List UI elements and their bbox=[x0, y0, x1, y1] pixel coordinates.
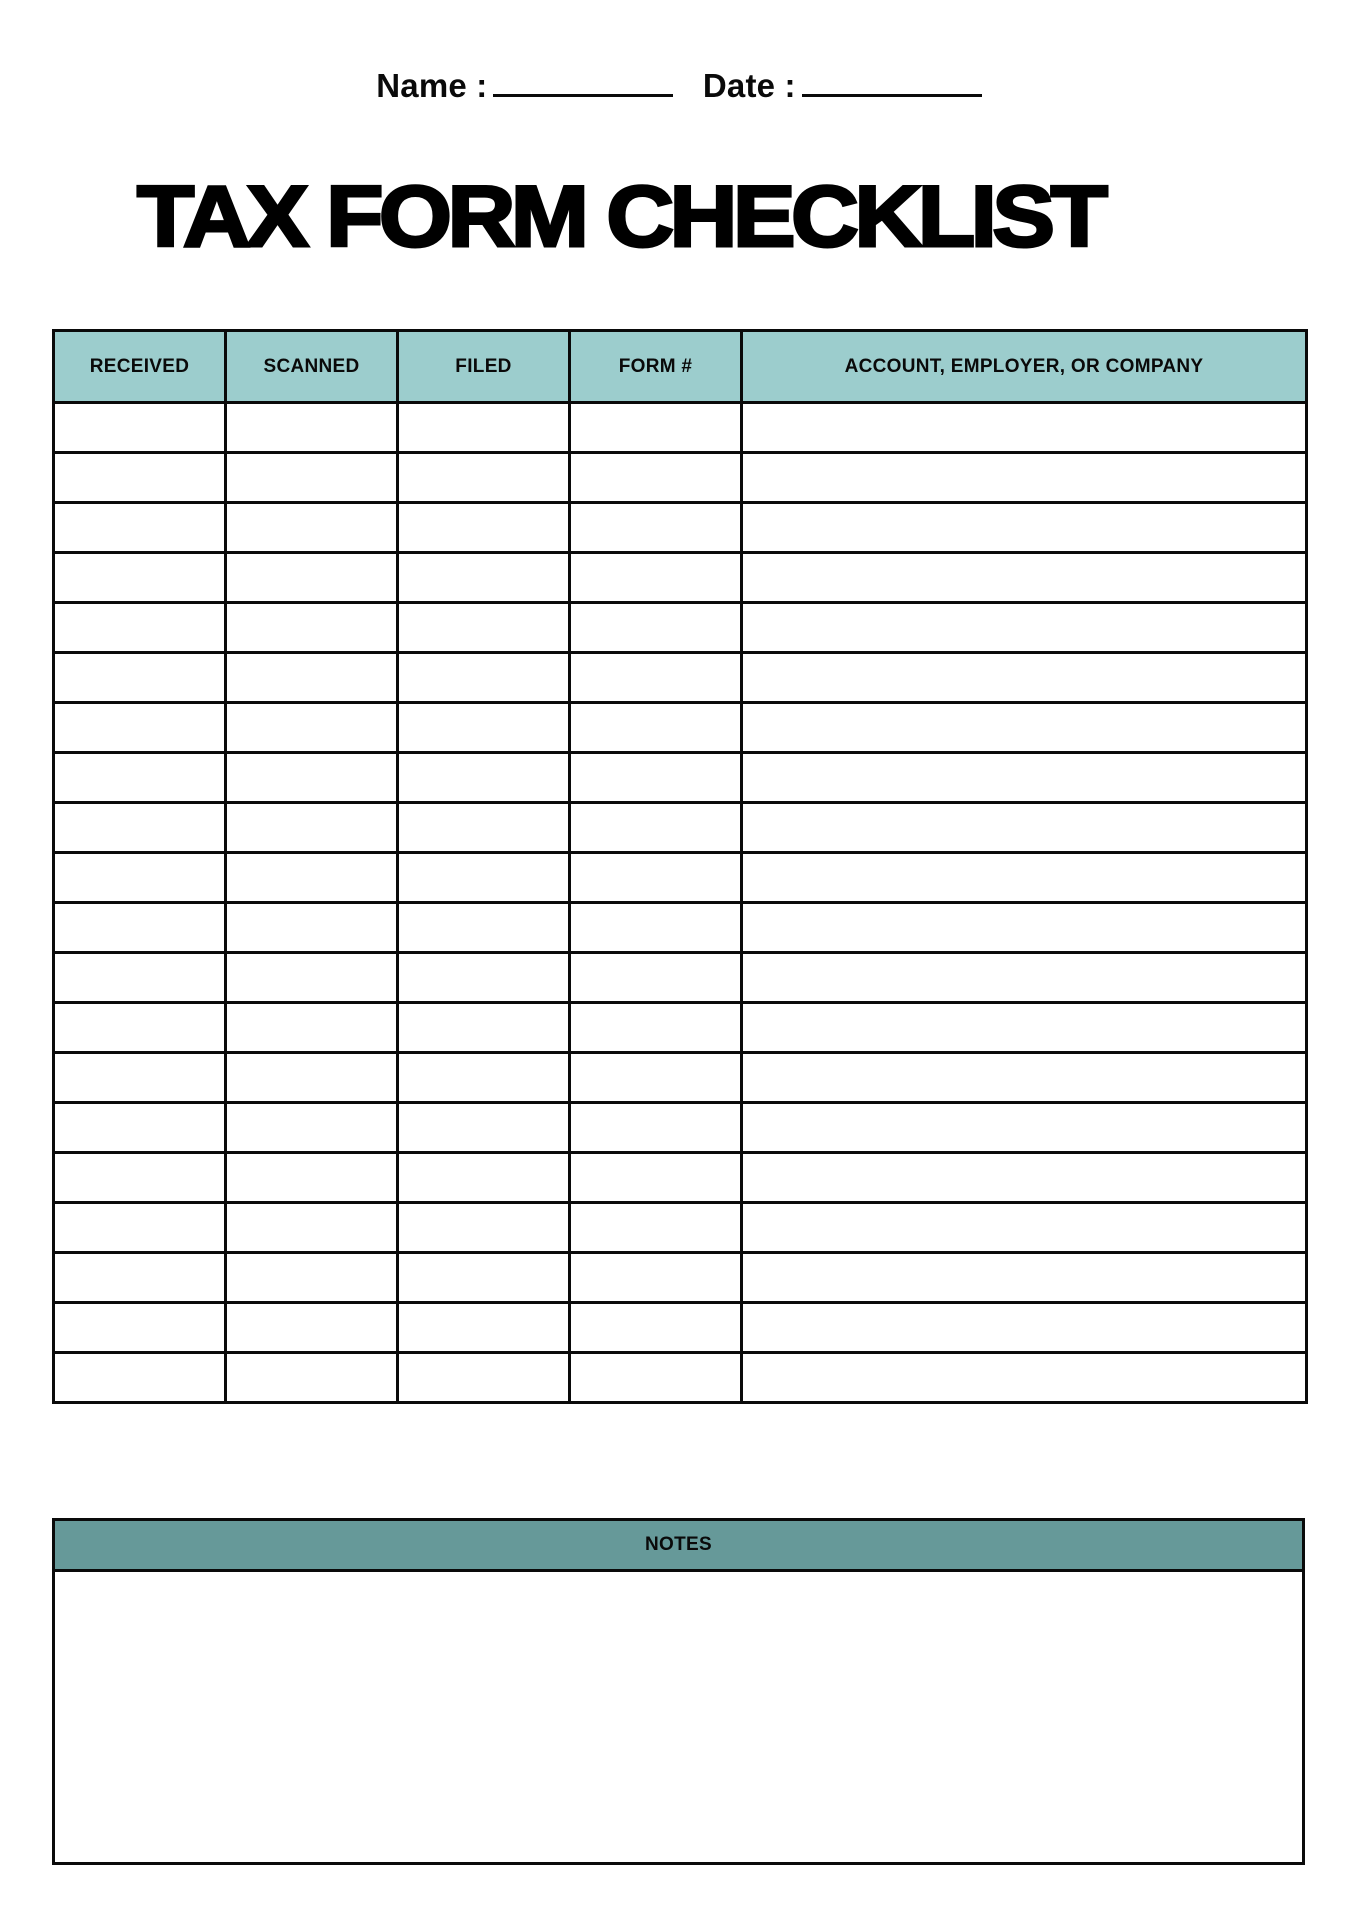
account-cell[interactable] bbox=[742, 1353, 1307, 1403]
account-cell[interactable] bbox=[742, 653, 1307, 703]
scanned-cell[interactable] bbox=[226, 703, 398, 753]
table-row bbox=[54, 1053, 1307, 1103]
filed-cell[interactable] bbox=[398, 453, 570, 503]
notes-header bbox=[55, 1521, 1302, 1572]
filed-cell[interactable] bbox=[398, 703, 570, 753]
form-number-cell[interactable] bbox=[570, 903, 742, 953]
name-field[interactable] bbox=[376, 66, 673, 106]
account-cell[interactable] bbox=[742, 953, 1307, 1003]
filed-cell[interactable] bbox=[398, 1253, 570, 1303]
account-cell[interactable] bbox=[742, 703, 1307, 753]
scanned-cell[interactable] bbox=[226, 953, 398, 1003]
received-cell[interactable] bbox=[54, 753, 226, 803]
received-cell[interactable] bbox=[54, 1003, 226, 1053]
received-cell[interactable] bbox=[54, 853, 226, 903]
form-number-cell[interactable] bbox=[570, 603, 742, 653]
table-row bbox=[54, 1353, 1307, 1403]
filed-cell[interactable] bbox=[398, 803, 570, 853]
scanned-cell[interactable] bbox=[226, 1103, 398, 1153]
filed-cell[interactable] bbox=[398, 653, 570, 703]
table-row bbox=[54, 853, 1307, 903]
table-row bbox=[54, 903, 1307, 953]
form-number-cell[interactable] bbox=[570, 1353, 742, 1403]
received-cell[interactable] bbox=[54, 603, 226, 653]
name-label: Name : bbox=[376, 67, 488, 104]
form-number-cell[interactable] bbox=[570, 803, 742, 853]
name-date-line bbox=[0, 66, 1358, 106]
filed-cell[interactable] bbox=[398, 1053, 570, 1103]
account-cell[interactable] bbox=[742, 1303, 1307, 1353]
table-row bbox=[54, 1303, 1307, 1353]
table-row bbox=[54, 803, 1307, 853]
scanned-cell[interactable] bbox=[226, 453, 398, 503]
scanned-cell[interactable] bbox=[226, 1053, 398, 1103]
account-cell[interactable] bbox=[742, 1253, 1307, 1303]
scanned-cell[interactable] bbox=[226, 1153, 398, 1203]
account-cell[interactable] bbox=[742, 753, 1307, 803]
form-number-cell[interactable] bbox=[570, 1153, 742, 1203]
received-cell[interactable] bbox=[54, 1303, 226, 1353]
column-header-form-number: FORM # bbox=[570, 331, 742, 403]
column-header-received: RECEIVED bbox=[54, 331, 226, 403]
notes-box bbox=[52, 1518, 1305, 1865]
scanned-cell[interactable] bbox=[226, 653, 398, 703]
received-cell[interactable] bbox=[54, 403, 226, 453]
filed-cell[interactable] bbox=[398, 953, 570, 1003]
account-cell[interactable] bbox=[742, 1053, 1307, 1103]
account-cell[interactable] bbox=[742, 1153, 1307, 1203]
form-number-cell[interactable] bbox=[570, 1103, 742, 1153]
received-cell[interactable] bbox=[54, 953, 226, 1003]
filed-cell[interactable] bbox=[398, 503, 570, 553]
filed-cell[interactable] bbox=[398, 903, 570, 953]
date-label: Date : bbox=[702, 67, 796, 104]
table-header-row bbox=[54, 331, 1307, 403]
form-number-cell[interactable] bbox=[570, 753, 742, 803]
form-number-cell[interactable] bbox=[570, 1203, 742, 1253]
form-number-cell[interactable] bbox=[570, 853, 742, 903]
filed-cell[interactable] bbox=[398, 403, 570, 453]
notes-area[interactable] bbox=[55, 1572, 1302, 1862]
received-cell[interactable] bbox=[54, 703, 226, 753]
scanned-cell[interactable] bbox=[226, 753, 398, 803]
scanned-cell[interactable] bbox=[226, 603, 398, 653]
table-row bbox=[54, 1103, 1307, 1153]
account-cell[interactable] bbox=[742, 553, 1307, 603]
column-header-filed: FILED bbox=[398, 331, 570, 403]
filed-cell[interactable] bbox=[398, 1353, 570, 1403]
scanned-cell[interactable] bbox=[226, 503, 398, 553]
date-field[interactable] bbox=[703, 66, 982, 106]
form-number-cell[interactable] bbox=[570, 453, 742, 503]
form-number-cell[interactable] bbox=[570, 403, 742, 453]
received-cell[interactable] bbox=[54, 1353, 226, 1403]
received-cell[interactable] bbox=[54, 1053, 226, 1103]
received-cell[interactable] bbox=[54, 653, 226, 703]
form-number-cell[interactable] bbox=[570, 1303, 742, 1353]
table-row bbox=[54, 403, 1307, 453]
filed-cell[interactable] bbox=[398, 1103, 570, 1153]
account-cell[interactable] bbox=[742, 403, 1307, 453]
form-number-cell[interactable] bbox=[570, 503, 742, 553]
form-number-cell[interactable] bbox=[570, 1253, 742, 1303]
received-cell[interactable] bbox=[54, 803, 226, 853]
account-cell[interactable] bbox=[742, 453, 1307, 503]
date-blank-line[interactable] bbox=[802, 66, 982, 97]
form-number-cell[interactable] bbox=[570, 703, 742, 753]
form-number-cell[interactable] bbox=[570, 553, 742, 603]
scanned-cell[interactable] bbox=[226, 1303, 398, 1353]
table-row bbox=[54, 1003, 1307, 1053]
account-cell[interactable] bbox=[742, 503, 1307, 553]
filed-cell[interactable] bbox=[398, 1303, 570, 1353]
account-cell[interactable] bbox=[742, 1103, 1307, 1153]
filed-cell[interactable] bbox=[398, 1003, 570, 1053]
table-row bbox=[54, 503, 1307, 553]
form-number-cell[interactable] bbox=[570, 953, 742, 1003]
table-body bbox=[54, 403, 1307, 1403]
page-title bbox=[137, 169, 1220, 265]
filed-cell[interactable] bbox=[398, 553, 570, 603]
account-cell[interactable] bbox=[742, 603, 1307, 653]
notes-label: NOTES bbox=[645, 1534, 712, 1555]
scanned-cell[interactable] bbox=[226, 903, 398, 953]
table-row bbox=[54, 1153, 1307, 1203]
filed-cell[interactable] bbox=[398, 1203, 570, 1253]
table-row bbox=[54, 453, 1307, 503]
filed-cell[interactable] bbox=[398, 1153, 570, 1203]
table-row bbox=[54, 553, 1307, 603]
filed-cell[interactable] bbox=[398, 603, 570, 653]
table-row bbox=[54, 653, 1307, 703]
scanned-cell[interactable] bbox=[226, 1203, 398, 1253]
received-cell[interactable] bbox=[54, 553, 226, 603]
filed-cell[interactable] bbox=[398, 753, 570, 803]
table-row bbox=[54, 603, 1307, 653]
received-cell[interactable] bbox=[54, 1253, 226, 1303]
tax-form-checklist-table bbox=[52, 329, 1308, 1404]
received-cell[interactable] bbox=[54, 503, 226, 553]
account-cell[interactable] bbox=[742, 803, 1307, 853]
form-number-cell[interactable] bbox=[570, 1053, 742, 1103]
scanned-cell[interactable] bbox=[226, 803, 398, 853]
table-row bbox=[54, 753, 1307, 803]
name-blank-line[interactable] bbox=[493, 66, 673, 97]
table-row bbox=[54, 1203, 1307, 1253]
table-row bbox=[54, 953, 1307, 1003]
table-row bbox=[54, 1253, 1307, 1303]
account-cell[interactable] bbox=[742, 853, 1307, 903]
filed-cell[interactable] bbox=[398, 853, 570, 903]
scanned-cell[interactable] bbox=[226, 1353, 398, 1403]
scanned-cell[interactable] bbox=[226, 403, 398, 453]
account-cell[interactable] bbox=[742, 903, 1307, 953]
form-number-cell[interactable] bbox=[570, 653, 742, 703]
account-cell[interactable] bbox=[742, 1203, 1307, 1253]
received-cell[interactable] bbox=[54, 903, 226, 953]
column-header-account-employer-company: ACCOUNT, EMPLOYER, OR COMPANY bbox=[742, 331, 1307, 403]
scanned-cell[interactable] bbox=[226, 853, 398, 903]
received-cell[interactable] bbox=[54, 1153, 226, 1203]
table-row bbox=[54, 703, 1307, 753]
scanned-cell[interactable] bbox=[226, 1003, 398, 1053]
column-header-scanned: SCANNED bbox=[226, 331, 398, 403]
received-cell[interactable] bbox=[54, 453, 226, 503]
form-number-cell[interactable] bbox=[570, 1003, 742, 1053]
scanned-cell[interactable] bbox=[226, 553, 398, 603]
received-cell[interactable] bbox=[54, 1203, 226, 1253]
page-title-text: TAX FORM CHECKLIST bbox=[137, 169, 1104, 265]
scanned-cell[interactable] bbox=[226, 1253, 398, 1303]
account-cell[interactable] bbox=[742, 1003, 1307, 1053]
received-cell[interactable] bbox=[54, 1103, 226, 1153]
